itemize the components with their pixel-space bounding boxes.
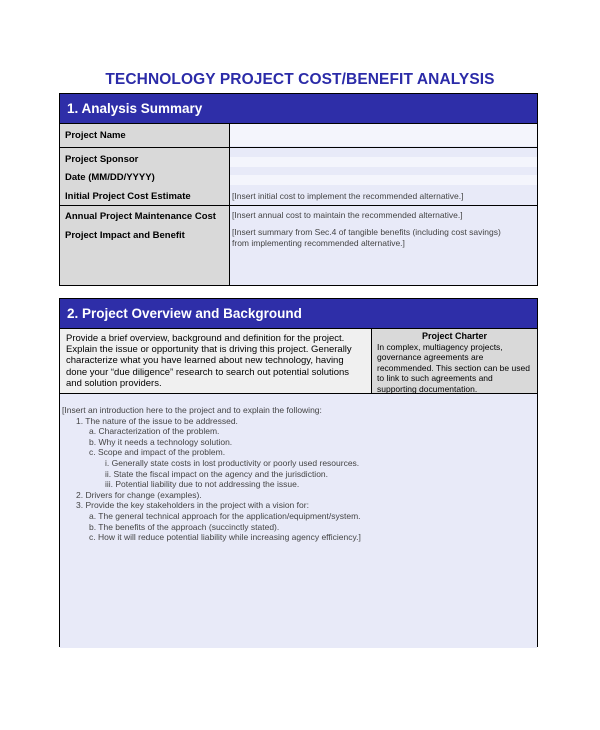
analysis-summary-header: 1. Analysis Summary: [60, 94, 537, 124]
project-name-field[interactable]: [230, 124, 537, 146]
label-initial-cost: Initial Project Cost Estimate: [65, 191, 191, 202]
body-line: [Insert an introduction here to the project and to explain the following:: [62, 405, 322, 415]
project-charter-title: Project Charter: [421, 331, 488, 341]
label-date: Date (MM/DD/YYYY): [65, 172, 155, 183]
project-charter-box: [372, 329, 537, 393]
row-divider: [60, 205, 537, 206]
label-project-sponsor: Project Sponsor: [65, 154, 139, 165]
overview-body-field[interactable]: [60, 394, 537, 648]
row-divider: [60, 147, 537, 148]
body-line: b. The benefits of the approach (succinctly stated).: [89, 521, 280, 532]
body-line: c. How it will reduce potential liability while increasing agency efficiency.]: [89, 532, 361, 543]
body-line: c. Scope and impact of the problem.: [89, 447, 226, 458]
body-line: b. Why it needs a technology solution.: [89, 436, 233, 447]
body-line: 1. The nature of the issue to be addressed.: [76, 415, 238, 426]
analysis-summary-section: [59, 93, 538, 286]
body-line: 2. Drivers for change (examples).: [76, 489, 202, 500]
body-line: ii. State the fiscal impact on the agency and the jurisdiction.: [105, 468, 329, 479]
label-annual-maintenance: Annual Project Maintenance Cost: [65, 211, 216, 222]
body-line: i. Generally state costs in lost productivity or poorly used resources.: [105, 457, 360, 468]
impact-benefit-value[interactable]: [Insert summary from Sec.4 of tangible benefits (including cost savings) from implementing recommended alternative.]: [232, 227, 501, 248]
project-sponsor-field[interactable]: [230, 157, 537, 167]
project-overview-section: [59, 298, 538, 647]
annual-maintenance-value[interactable]: [Insert annual cost to maintain the recommended alternative.]: [232, 210, 463, 220]
page-title: TECHNOLOGY PROJECT COST/BENEFIT ANALYSIS: [105, 71, 495, 88]
overview-intro-text: Provide a brief overview, background and definition for the project. Explain the issue or opportunity that is driving this project. Generally characterize what you have learned about new technology, having done your “due diligence” research to search out potential solutions and solution providers.: [60, 329, 372, 393]
date-field[interactable]: [230, 175, 537, 185]
label-impact-benefit: Project Impact and Benefit: [65, 230, 185, 241]
initial-cost-value[interactable]: [Insert initial cost to implement the recommended alternative.]: [232, 191, 464, 201]
project-overview-header: 2. Project Overview and Background: [60, 299, 537, 329]
body-line: a. The general technical approach for the application/equipment/system.: [89, 510, 361, 521]
body-line: a. Characterization of the problem.: [89, 426, 220, 437]
label-project-name: Project Name: [65, 130, 126, 141]
project-charter-text: In complex, multiagency projects, governance agreements are recommended. This section can be used to link to such agreements and supporting documentation.: [377, 341, 530, 394]
body-line: 3. Provide the key stakeholders in the project with a vision for:: [76, 500, 309, 511]
body-line: iii. Potential liability due to not addressing the issue.: [105, 479, 300, 490]
